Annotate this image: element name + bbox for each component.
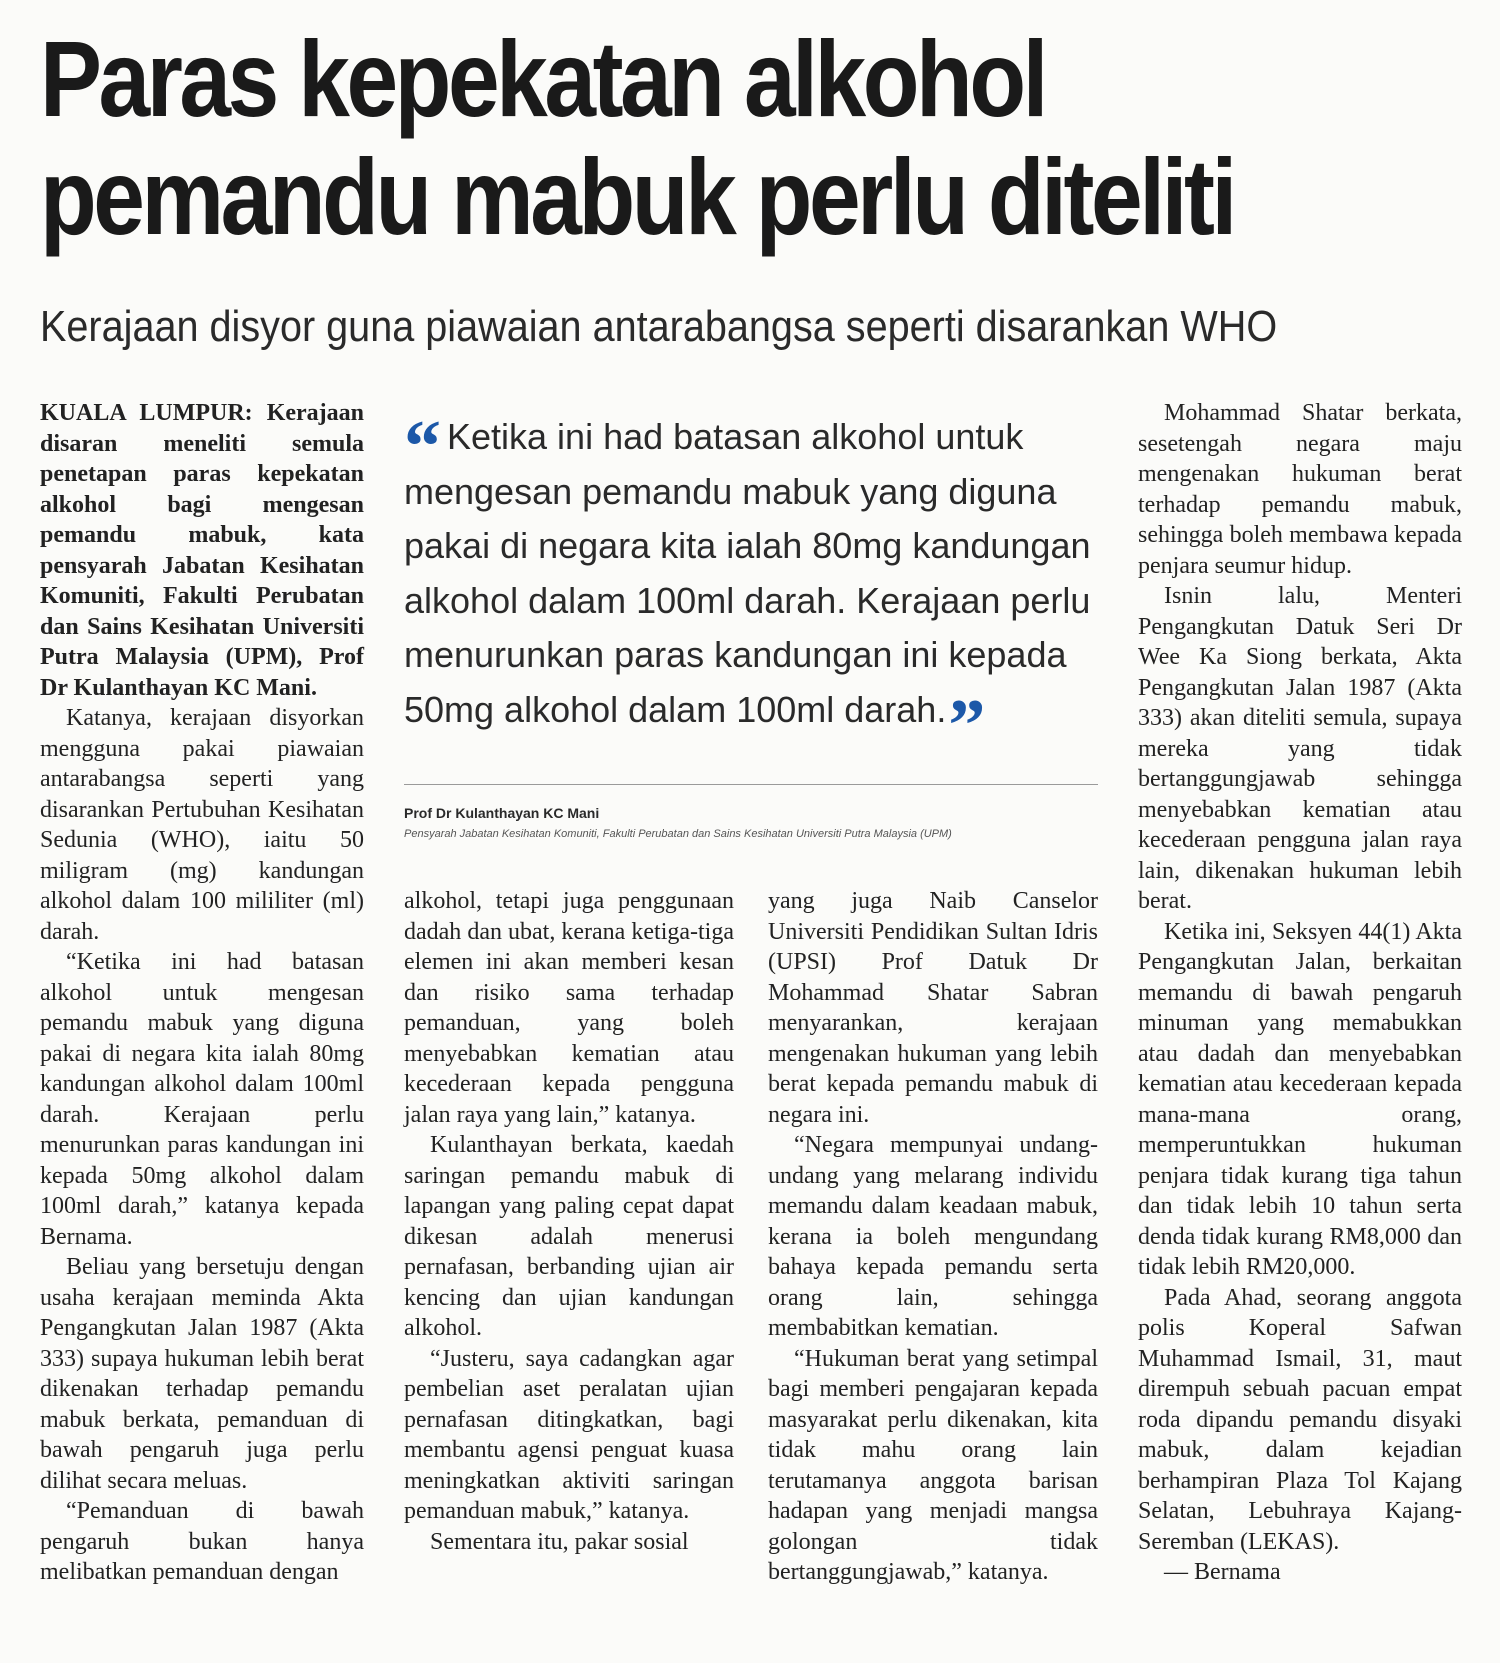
- article-paragraph: “Negara mempunyai undang-undang yang melarang individu memandu dalam keadaan mabuk, kerana ia boleh mengundang bahaya kepada pemandu serta orang lain, sehingga membabitkan kematian.: [768, 1132, 1098, 1341]
- close-quote-icon: ”: [948, 684, 986, 767]
- headline-line-2: pemandu mabuk perlu diteliti: [40, 136, 1234, 257]
- lead-text: Kerajaan disaran meneliti semula penetapan paras kepekatan alkohol bagi mengesan pemandu mabuk, kata pensyarah Jabatan Kesihatan Komuniti, Fakulti Perubatan dan Sains Kesihatan Universiti Putra Malaysia (UPM), Prof Dr Kulanthayan KC Mani.: [40, 400, 364, 701]
- article-paragraph: Kulanthayan berkata, kaedah saringan pemandu mabuk di lapangan yang paling cepat dapat dikesan adalah menerusi pernafasan, berbanding ujian air kencing dan ujian kandungan alkohol.: [404, 1132, 734, 1341]
- article-paragraph: yang juga Naib Canselor Universiti Pendidikan Sultan Idris (UPSI) Prof Datuk Dr Mohammad Shatar Sabran menyarankan, kerajaan mengenakan hukuman yang lebih berat kepada pemandu mabuk di negara ini.: [768, 888, 1098, 1128]
- signoff: — Bernama: [1164, 1559, 1281, 1585]
- headline-line-1: Paras kepekatan alkohol: [40, 18, 1046, 139]
- subheadline: Kerajaan disyor guna piawaian antarabangsa seperti disarankan WHO: [40, 302, 1278, 351]
- article-column-1: [40, 398, 364, 1588]
- article-column-2: [404, 886, 734, 1557]
- article-paragraph: “Justeru, saya cadangkan agar pembelian aset peralatan ujian pernafasan ditingkatkan, bagi membantu agensi penguat kuasa meningkatkan aktiviti saringan pemanduan mabuk,” katanya.: [404, 1345, 734, 1524]
- pull-quote: [404, 406, 1098, 767]
- article-paragraph: “Pemanduan di bawah pengaruh bukan hanya melibatkan pemanduan dengan: [40, 1498, 364, 1585]
- article-paragraph: “Ketika ini had batasan alkohol untuk mengesan pemandu mabuk yang diguna pakai di negara kita ialah 80mg kandungan alkohol dalam 100ml darah. Kerajaan perlu menurunkan paras kandungan ini kepada 50mg alkohol dalam 100ml darah,” katanya kepada Bernama.: [40, 949, 364, 1250]
- article-paragraph: Beliau yang bersetuju dengan usaha kerajaan meminda Akta Pengangkutan Jalan 1987 (Akta 333) supaya hukuman lebih berat dikenakan terhadap pemandu mabuk berkata, pemanduan di bawah pengaruh juga perlu dilihat secara meluas.: [40, 1254, 364, 1494]
- dateline: KUALA LUMPUR:: [40, 400, 253, 426]
- article-paragraph: Ketika ini, Seksyen 44(1) Akta Pengangkutan Jalan, berkaitan memandu di bawah pengaruh minuman yang memabukkan atau dadah dan menyebabkan kematian atau kecederaan kepada mana-mana orang, memperuntukkan hukuman penjara tidak kurang tiga tahun dan tidak lebih 10 tahun serta denda tidak kurang RM8,000 dan tidak lebih RM20,000.: [1138, 918, 1462, 1280]
- article-paragraph: alkohol, tetapi juga penggunaan dadah dan ubat, kerana ketiga-tiga elemen ini akan memberi kesan dan risiko sama terhadap pemanduan, yang boleh menyebabkan kematian atau kecederaan kepada pengguna jalan raya yang lain,” katanya.: [404, 888, 734, 1128]
- lead-paragraph: [40, 398, 364, 703]
- article-paragraph: Pada Ahad, seorang anggota polis Koperal Safwan Muhammad Ismail, 31, maut dirempuh sebuah pacuan empat roda dipandu pemandu disyaki mabuk, dalam kejadian berhampiran Plaza Tol Kajang Selatan, Lebuhraya Kajang-Seremban (LEKAS).: [1138, 1284, 1462, 1555]
- article-paragraph: Mohammad Shatar berkata, sesetengah negara maju mengenakan hukuman berat terhadap pemandu mabuk, sehingga boleh membawa kepada penjara seumur hidup.: [1138, 400, 1462, 579]
- pull-quote-divider: [404, 784, 1098, 785]
- article-paragraph: Sementara itu, pakar sosial: [430, 1528, 689, 1555]
- article-paragraph: “Hukuman berat yang setimpal bagi memberi pengajaran kepada masyarakat perlu dikenakan, kita tidak mahu orang lain terutamanya anggota barisan hadapan yang menjadi mangsa golongan tidak bertanggungjawab,” katanya.: [768, 1345, 1098, 1585]
- pull-quote-text: Ketika ini had batasan alkohol untuk mengesan pemandu mabuk yang diguna pakai di negara kita ialah 80mg kandungan alkohol dalam 100ml darah. Kerajaan perlu menurunkan paras kandungan ini kepada 50mg alkohol dalam 100ml darah.: [404, 416, 1091, 730]
- article-paragraph: Katanya, kerajaan disyorkan mengguna pakai piawaian antarabangsa seperti yang disarankan Pertubuhan Kesihatan Sedunia (WHO), iaitu 50 miligram (mg) kandungan alkohol dalam 100 mililiter (ml) darah.: [40, 705, 364, 945]
- headline: [40, 20, 1278, 256]
- article-column-3: [768, 886, 1098, 1588]
- article-paragraph: Isnin lalu, Menteri Pengangkutan Datuk Seri Dr Wee Ka Siong berkata, Akta Pengangkutan Jalan 1987 (Akta 333) akan diteliti semula, supaya mereka yang tidak bertanggungjawab sehingga menyebabkan kematian atau kecederaan pengguna jalan raya lain, dikenakan hukuman lebih berat.: [1138, 583, 1462, 914]
- pull-quote-credit-title: Pensyarah Jabatan Kesihatan Komuniti, Fakulti Perubatan dan Sains Kesihatan Universiti Putra Malaysia (UPM): [404, 828, 952, 840]
- open-quote-icon: “: [404, 406, 441, 488]
- article-column-4: [1138, 398, 1462, 1588]
- pull-quote-credit-name: Prof Dr Kulanthayan KC Mani: [404, 805, 600, 821]
